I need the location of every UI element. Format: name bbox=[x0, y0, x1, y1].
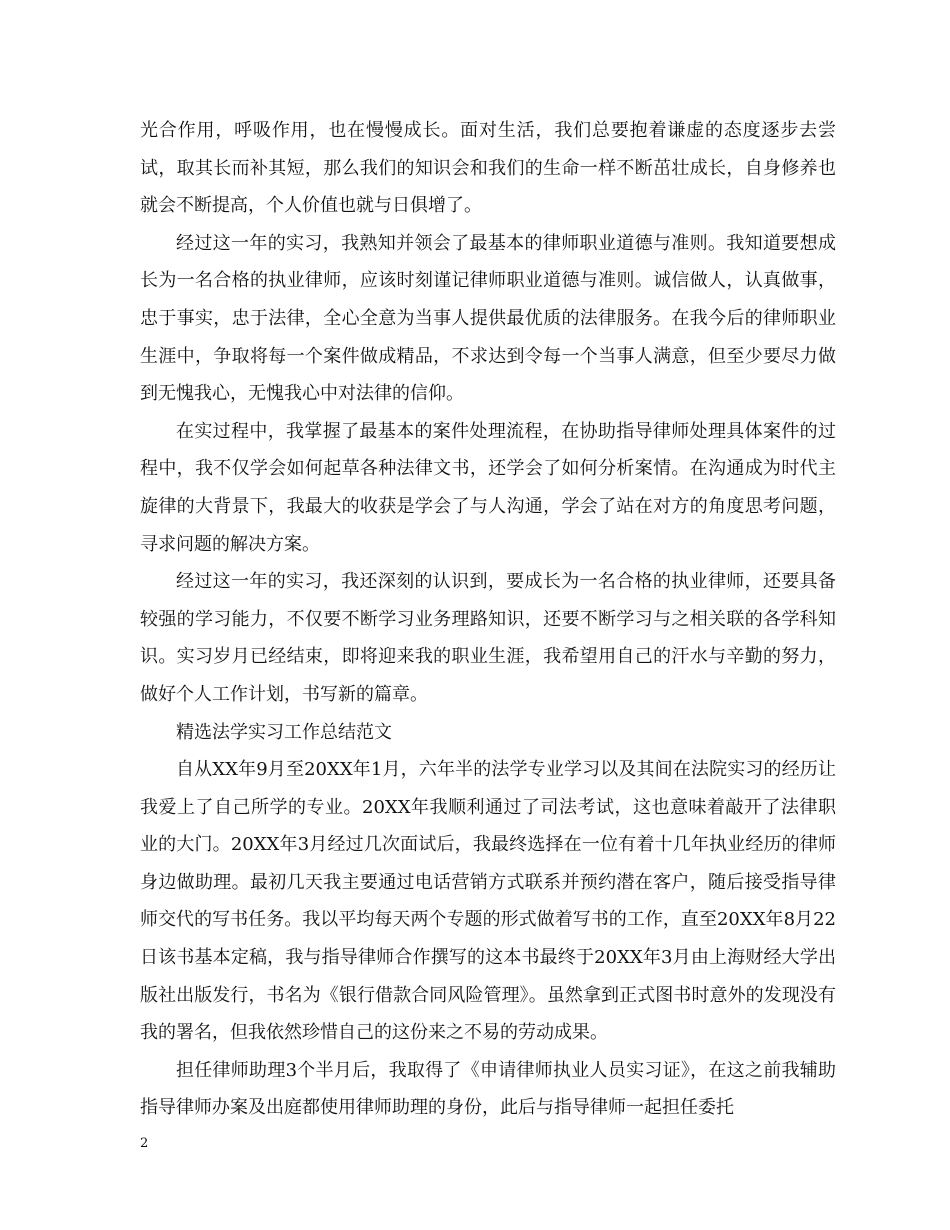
paragraph-assistant: 担任律师助理3个半月后，我取得了《申请律师执业人员实习证》，在这之前我辅助指导律师办案及出庭都使用律师助理的身份，此后与指导律师一起担任委托 bbox=[140, 1059, 836, 1119]
paragraph-case-process: 在实过程中，我掌握了最基本的案件处理流程，在协助指导律师处理具体案件的过程中，我不仅学会如何起草各种法律文书，还学会了如何分析案情。在沟通成为时代主旋律的大背景下，我最大的收获是学会了与人沟通，学会了站在对方的角度思考问题，寻求问题的解决方案。 bbox=[140, 420, 836, 555]
paragraph-experience: 自从XX年9月至20XX年1月，六年半的法学专业学习以及其间在法院实习的经历让我爱上了自己所学的专业。20XX年我顺利通过了司法考试，这也意味着敲开了法律职业的大门。20XX年3月经过几次面试后，我最终选择在一位有着十几年执业经历的律师身边做助理。最初几天我主要通过电话营销方式联系并预约潜在客户，随后接受指导律师交代的写书任务。我以平均每天两个专题的形式做着写书的工作，直至20XX年8月22日该书基本定稿，我与指导律师合作撰写的这本书最终于20XX年3月由上海财经大学出版社出版发行，书名为《银行借款合同风险管理》。虽然拿到正式图书时意外的发现没有我的署名，但我依然珍惜自己的这份来之不易的劳动成果。 bbox=[140, 759, 836, 1044]
page-number: 2 bbox=[140, 1136, 149, 1151]
paragraph-ethics: 经过这一年的实习，我熟知并领会了最基本的律师职业道德与准则。我知道要想成长为一名合格的执业律师，应该时刻谨记律师职业道德与准则。诚信做人，认真做事，忠于事实，忠于法律，全心全意为当事人提供最优质的法律服务。在我今后的律师职业生涯中，争取将每一个案件做成精品，不求达到令每一个当事人满意，但至少要尽力做到无愧我心，无愧我心中对法律的信仰。 bbox=[140, 232, 836, 405]
paragraph-learning: 经过这一年的实习，我还深刻的认识到，要成长为一名合格的执业律师，还要具备较强的学习能力，不仅要不断学习业务理路知识，还要不断学习与之相关联的各学科知识。实习岁月已经结束，即将迎来我的职业生涯，我希望用自己的汗水与辛勤的努力，做好个人工作计划，书写新的篇章。 bbox=[140, 571, 836, 705]
section-heading: 精选法学实习工作总结范文 bbox=[176, 721, 392, 743]
paragraph-continued: 光合作用，呼吸作用，也在慢慢成长。面对生活，我们总要抱着谦虚的态度逐步去尝试，取其长而补其短，那么我们的知识会和我们的生命一样不断茁壮成长，自身修养也就会不断提高，个人价值也就与日俱增了。 bbox=[140, 120, 836, 217]
document-body bbox=[140, 112, 836, 1127]
